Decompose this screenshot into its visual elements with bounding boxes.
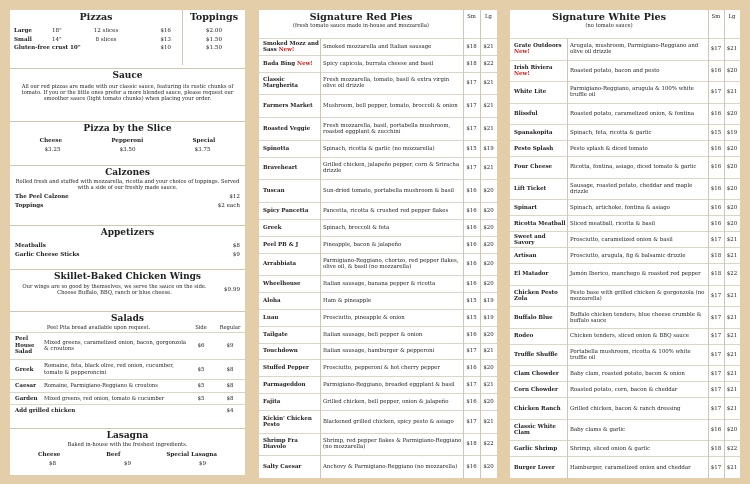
pie-description: Roasted potato, bacon and pesto [570, 67, 660, 74]
pie-description: Mushroom, bell pepper, tomato, broccoli & onion [323, 103, 458, 110]
pie-row [259, 38, 497, 55]
red-sm-divider [463, 10, 464, 478]
pie-row [510, 381, 740, 397]
price-large: $20 [483, 188, 494, 195]
price-large: $20 [726, 164, 738, 171]
pie-row [259, 219, 497, 236]
price-large: $19 [726, 129, 738, 136]
pie-name: Arrabbiata [263, 261, 297, 268]
pie-name: Sweet and Savory [514, 233, 546, 246]
price-large: $22 [483, 60, 494, 67]
pie-description: Grilled chicken, bacon & ranch dressing [570, 405, 681, 412]
price-large: $22 [483, 441, 494, 448]
price-large: $22 [726, 271, 738, 278]
price-small: $18 [466, 441, 477, 448]
red-lg-divider [480, 10, 481, 478]
pie-name: Greek [263, 224, 282, 231]
pie-description: Pancetta, ricotta & crushed red pepper flakes [323, 207, 449, 214]
slice-headers: Cheese Pepperoni Special [39, 138, 216, 144]
pizzas-title: Pizzas [79, 12, 113, 23]
pie-description: Smoked mozzarella and Italian sausage [323, 43, 432, 50]
toppings-prices: $2.00 $1.50 $1.50 [205, 28, 222, 51]
price-small: $17 [710, 89, 722, 96]
price-small: $16 [466, 224, 477, 231]
white-name-divider [567, 38, 568, 478]
price-large: $20 [483, 365, 494, 372]
pie-row [259, 117, 497, 140]
pie-name: Truffle Shuffle [514, 352, 558, 359]
pie-row [510, 419, 740, 441]
price-large: $20 [483, 261, 494, 268]
price-large: $21 [483, 348, 494, 355]
pie-row [510, 38, 740, 60]
pie-description: Parmigiano-Reggiano, breaded eggplant & basil [323, 382, 455, 389]
white-lg-divider [724, 10, 725, 478]
pie-description: Baby clam, roasted potato, bacon & onion [570, 370, 685, 377]
pizza-size-row: Small 14" 8 slices $13 [14, 36, 171, 43]
sauce-section [10, 68, 245, 120]
price-small: $15 [466, 297, 477, 304]
price-large: $20 [483, 241, 494, 248]
price-large: $21 [483, 165, 494, 172]
new-badge: New! [297, 60, 313, 67]
pie-row [510, 231, 740, 247]
price-small: $17 [710, 386, 722, 393]
red-name-divider [320, 38, 321, 478]
pie-description: Parmigiano-Reggiano, arugula & 100% white truffle oil [570, 86, 694, 99]
pie-name: Fajita [263, 398, 281, 405]
price-large: $20 [726, 67, 738, 74]
price-large: $20 [726, 427, 738, 434]
price-small: $18 [466, 43, 477, 50]
pie-description: Hamburger, caramelized onion and cheddar [570, 464, 691, 471]
pie-description: Pesto base with grilled chicken & gorgonzola (no mozzarella) [570, 290, 705, 303]
price-small: $17 [710, 314, 722, 321]
pie-name: Buffalo Blue [514, 314, 553, 321]
red-pies-panel [259, 10, 497, 478]
price-large: $21 [726, 293, 738, 300]
pie-name: Blissful [514, 110, 538, 117]
price-large: $21 [726, 405, 738, 412]
pie-description: Arugula, mushroom, Parmigiano-Reggiano and olive oil drizzle [570, 43, 699, 56]
sauce-description: All our red pizzas are made with our classic sauce, featuring its rustic chunks of tomato. If you or the little ones prefer a more blended sauce, please request our smoother sauce (light tomato chunks) when placing your order. [21, 84, 234, 103]
price-large: $21 [726, 386, 738, 393]
pie-row [510, 60, 740, 82]
pie-description: Blackened grilled chicken, spicy pesto & asiago [323, 418, 454, 425]
price-small: $16 [466, 281, 477, 288]
pie-description: Spinach, ricotta & garlic (no mozzarella) [323, 145, 435, 152]
slice-prices: $3.25 $3.50 $3.75 [44, 146, 211, 153]
pie-name: Spanakopita [514, 129, 553, 136]
pie-name: Spicy Pancetta [263, 207, 309, 214]
salad-row: Peel House Salad Mixed greens, caramelized onion, bacon, gorgonzola & croutons $6 $9 [10, 332, 245, 359]
calzone-row: The Peel Calzone $12 [15, 194, 240, 201]
pie-row [259, 326, 497, 343]
pie-row [259, 94, 497, 117]
pie-row [510, 178, 740, 200]
pie-name: Rodeo [514, 333, 534, 340]
pie-row [510, 199, 740, 215]
pie-row [510, 263, 740, 285]
pie-name: Salty Caesar [263, 464, 302, 471]
price-large: $21 [483, 43, 494, 50]
price-small: $17 [466, 382, 477, 389]
pie-name: Four Cheese [514, 164, 553, 171]
pie-name: Corn Chowder [514, 386, 558, 393]
pie-name: Clam Chowder [514, 370, 559, 377]
pie-row [510, 344, 740, 366]
pie-row [510, 103, 740, 125]
pie-row [510, 328, 740, 344]
left-menu-panel [10, 10, 245, 475]
pie-description: Prosciutto, arugula, fig & balsamic drizzle [570, 252, 686, 259]
pie-name: Smoked Mozz and Sass New! [263, 40, 319, 53]
pie-row [259, 179, 497, 202]
pie-row [259, 157, 497, 180]
pie-name: Ricotta Meatball [514, 220, 566, 227]
price-small: $16 [710, 110, 722, 117]
toppings-title: Toppings [189, 12, 239, 23]
pie-description: Ricotta, fontina, asiago, diced tomato & garlic [570, 164, 697, 171]
price-large: $22 [726, 445, 738, 452]
price-small: $16 [710, 220, 722, 227]
price-small: $16 [710, 67, 722, 74]
slice-section [10, 121, 245, 163]
pie-row [510, 397, 740, 419]
price-large: $21 [726, 370, 738, 377]
wings-section [10, 269, 245, 309]
pie-row [510, 124, 740, 140]
pie-name: Artisan [514, 252, 537, 259]
salads-title: Salads [111, 314, 144, 324]
white-col-sm: Sm [711, 14, 721, 20]
pie-description: Portabella mushroom, ricotta & 100% white truffle oil [570, 349, 691, 362]
pie-description: Sliced meatball, ricotta & basil [570, 220, 655, 227]
calzones-section [10, 165, 245, 223]
pie-name: Spinart [514, 204, 537, 211]
toppings-box [183, 10, 245, 65]
pie-row [259, 140, 497, 157]
price-small: $18 [710, 271, 722, 278]
price-large: $19 [483, 314, 494, 321]
price-large: $19 [483, 145, 494, 152]
pie-description: Prosciutto, pineapple & onion [323, 314, 405, 321]
price-large: $21 [483, 382, 494, 389]
pie-row [259, 72, 497, 95]
price-small: $16 [466, 331, 477, 338]
pie-description: Anchovy & Parmigiano-Reggiano (no mozzarella) [323, 464, 458, 471]
pie-row [259, 359, 497, 376]
pie-name: White Lite [514, 89, 547, 96]
pie-description: Ham & pineapple [323, 297, 372, 304]
pizzas-section [10, 10, 245, 65]
pie-row [259, 433, 497, 456]
pie-name: Stuffed Pepper [263, 365, 309, 372]
pie-row [510, 81, 740, 103]
red-pies-header [259, 10, 497, 38]
price-small: $16 [466, 365, 477, 372]
pie-name: Irish Riviera New! [514, 64, 553, 77]
pie-description: Fresh mozzarella, basil, portabella mushroom, roasted eggplant & zucchini [323, 122, 451, 135]
new-badge: New! [514, 49, 530, 56]
price-large: $21 [483, 103, 494, 110]
pie-description: Pesto splash & diced tomato [570, 145, 648, 152]
pie-description: Grilled chicken, jalapeño pepper, corn & Sriracha drizzle [323, 162, 460, 175]
price-large: $21 [726, 464, 738, 471]
price-small: $15 [710, 129, 722, 136]
wings-body [15, 284, 240, 296]
appetizers-section [10, 225, 245, 267]
price-large: $20 [726, 145, 738, 152]
price-large: $21 [483, 80, 494, 87]
appetizers-title: Appetizers [100, 228, 155, 238]
pie-name: Burger Lover [514, 464, 555, 471]
price-small: $16 [466, 261, 477, 268]
price-small: $18 [710, 252, 722, 259]
salad-row: Garden Mixed greens, red onion, tomato & cucumber $5 $8 [10, 392, 245, 404]
price-small: $15 [466, 145, 477, 152]
pie-description: Italian sausage, bell pepper & onion [323, 331, 423, 338]
pie-name: El Matador [514, 271, 549, 278]
price-small: $16 [466, 207, 477, 214]
price-large: $21 [726, 89, 738, 96]
pie-row [510, 285, 740, 307]
salad-row: Caesar Romaine, Parmigiano-Reggiano & croutons $5 $8 [10, 379, 245, 392]
pie-name: Spinotta [263, 145, 290, 152]
pie-name: Kickin' Chicken Pesto [263, 415, 312, 428]
pie-name: Touchdown [263, 348, 298, 355]
price-small: $17 [466, 103, 477, 110]
pie-name: Shrimp Fra Diavolo [263, 438, 298, 451]
price-small: $17 [466, 348, 477, 355]
white-col-lg: Lg [728, 14, 736, 20]
pie-description: Shrimp, sliced onion & garlic [570, 445, 651, 452]
price-small: $18 [466, 60, 477, 67]
price-small: $15 [466, 314, 477, 321]
price-small: $17 [710, 370, 722, 377]
pie-description: Spinach, feta, ricotta & garlic [570, 129, 652, 136]
price-small: $16 [466, 241, 477, 248]
pie-row [510, 215, 740, 231]
pie-row [259, 55, 497, 72]
pizza-size-row: Large 18" 12 slices $16 [14, 28, 171, 34]
pie-description: Italian sausage, banana pepper & ricotta [323, 281, 436, 288]
pie-row [259, 309, 497, 326]
pie-row [510, 156, 740, 178]
pie-row [510, 365, 740, 381]
price-small: $16 [710, 164, 722, 171]
pizza-sizes [10, 10, 182, 65]
pie-row [510, 440, 740, 456]
price-large: $20 [726, 220, 738, 227]
price-large: $21 [726, 352, 738, 359]
price-large: $21 [726, 333, 738, 340]
pie-name: Chicken Pesto Zola [514, 290, 558, 303]
price-small: $17 [710, 464, 722, 471]
pie-name: Luau [263, 314, 279, 321]
pie-row [259, 202, 497, 219]
pie-name: Classic White Clam [514, 424, 556, 437]
pie-description: Sausage, roasted potato, cheddar and maple drizzle [570, 183, 693, 195]
white-pies-panel [510, 10, 740, 478]
price-small: $17 [466, 418, 477, 425]
lasagna-title: Lasagna [106, 431, 149, 441]
salad-row: Add grilled chicken $4 [10, 404, 245, 416]
pie-description: Baby clams & garlic [570, 427, 626, 434]
lasagna-headers: Cheese Beef Special Lasagna [37, 452, 218, 459]
calzone-row: Toppings $2 each [15, 202, 240, 209]
appetizer-row: Meatballs $8 [15, 243, 240, 249]
lasagna-description: Baked in-house with the freshest ingredients. [67, 442, 188, 448]
price-small: $17 [466, 165, 477, 172]
pie-name: Classic Margherita [263, 77, 298, 90]
white-pies-header [510, 10, 740, 38]
pie-row [510, 456, 740, 478]
pie-description: Roasted potato, caramelized onion, & fontina [570, 110, 695, 117]
pie-name: Roasted Veggie [263, 125, 311, 132]
pie-row [259, 410, 497, 433]
salads-section [10, 311, 245, 425]
price-large: $20 [483, 331, 494, 338]
price-small: $16 [710, 145, 722, 152]
pie-description: Buffalo chicken tenders, blue cheese crumble & buffalo sauce [570, 311, 702, 324]
pie-row [510, 140, 740, 156]
pie-description: Pineapple, bacon & jalapeño [323, 241, 402, 248]
price-large: $20 [726, 186, 738, 192]
pie-description: Parmigiano-Reggiano, chorizo, red pepper flakes, olive oil, & basil (no mozzarella) [323, 258, 459, 271]
white-sm-divider [708, 10, 709, 478]
price-small: $16 [466, 398, 477, 405]
price-small: $17 [466, 125, 477, 132]
pie-row [259, 253, 497, 276]
pie-name: Grate Outdoors New! [514, 43, 562, 56]
pie-row [510, 247, 740, 263]
pie-name: Peel PB & J [263, 241, 299, 248]
pie-row [259, 455, 497, 478]
pie-name: Wheelhouse [263, 281, 301, 288]
price-small: $17 [710, 46, 722, 53]
price-large: $19 [483, 297, 494, 304]
pie-row [259, 236, 497, 253]
pizza-size-row: Gluten-free crust 10" $10 [14, 45, 171, 51]
pie-name: Tuscan [263, 188, 285, 195]
new-badge: New! [514, 70, 530, 77]
pie-row [510, 306, 740, 328]
price-small: $17 [710, 333, 722, 340]
price-small: $16 [466, 464, 477, 471]
pie-row [259, 393, 497, 410]
pie-name: Braveheart [263, 165, 298, 172]
price-small: $16 [710, 204, 722, 211]
price-large: $21 [483, 418, 494, 425]
price-large: $21 [726, 46, 738, 53]
pie-description: Grilled chicken, bell pepper, onion & jalapeño [323, 398, 449, 405]
pie-description: Prosciutto, caramelized onion & basil [570, 236, 673, 243]
pie-description: Italian sausage, hamburger & pepperoni [323, 348, 435, 355]
pie-name: Bada Bing New! [263, 60, 313, 67]
price-small: $17 [710, 405, 722, 412]
pie-description: Chicken tenders, sliced onion & BBQ sauce [570, 333, 689, 340]
red-pies-title: Signature Red Pies [309, 12, 413, 23]
price-large: $20 [483, 464, 494, 471]
price-small: $17 [466, 80, 477, 87]
price-small: $16 [710, 427, 722, 434]
price-large: $20 [483, 224, 494, 231]
pie-row [259, 376, 497, 393]
calzones-title: Calzones [105, 168, 150, 178]
salads-header: Peel Pita bread available upon request. Side Regular [46, 325, 241, 331]
pie-name: Chicken Ranch [514, 405, 561, 412]
pie-description: Spicy capicola, burrata cheese and basil [323, 60, 434, 67]
pie-name: Parmageddon [263, 382, 306, 389]
price-large: $20 [483, 281, 494, 288]
red-pies-subtitle: (fresh tomato sauce made in-house and mozzarella) [293, 23, 429, 29]
pie-name: Farmers Market [263, 103, 313, 110]
price-large: $21 [726, 314, 738, 321]
slice-title: Pizza by the Slice [83, 124, 172, 134]
salad-row: Greek Romaine, feta, black olive, red onion, cucumber, tomato & pepperoncini $5 $8 [10, 359, 245, 379]
pie-row [259, 292, 497, 309]
pie-name: Aloha [263, 297, 281, 304]
sauce-title: Sauce [112, 71, 143, 81]
lasagna-section [10, 428, 245, 475]
pizza-sizes-table [14, 27, 178, 53]
red-col-lg: Lg [485, 14, 492, 20]
price-small: $16 [710, 186, 722, 192]
wings-price: $9.99 [223, 286, 240, 293]
pie-row [259, 275, 497, 292]
price-small: $17 [710, 293, 722, 300]
price-large: $21 [483, 125, 494, 132]
wings-title: Skillet-Baked Chicken Wings [54, 272, 201, 282]
white-pies-title: Signature White Pies [551, 12, 666, 23]
price-small: $17 [710, 352, 722, 359]
pie-row [259, 343, 497, 360]
lasagna-prices: $8 $9 $9 [48, 460, 207, 467]
new-badge: New! [278, 46, 295, 53]
pie-description: Shrimp, red pepper flakes & Parmigiano-Reggiano (no mozzarella) [323, 438, 462, 451]
price-large: $21 [726, 236, 738, 243]
price-large: $20 [726, 204, 738, 211]
price-large: $20 [483, 207, 494, 214]
pie-description: Jamón Iberico, manchego & roasted red pepper [570, 271, 701, 278]
red-col-sm: Sm [467, 14, 476, 20]
price-small: $17 [710, 236, 722, 243]
price-large: $20 [726, 110, 738, 117]
pie-name: Lift Ticket [514, 186, 547, 192]
pie-description: Fresh mozzarella, tomato, basil & extra virgin olive oil drizzle [323, 77, 450, 90]
appetizer-row: Garlic Cheese Sticks $9 [15, 251, 240, 258]
price-small: $16 [466, 188, 477, 195]
pie-name: Garlic Shrimp [514, 445, 558, 452]
pie-description: Prosciutto, pepperoni & hot cherry pepper [323, 365, 440, 372]
pie-description: Roasted potato, corn, bacon & cheddar [570, 386, 678, 393]
pie-description: Spinach, artichoke, fontina & asiago [570, 204, 670, 211]
price-large: $21 [726, 252, 738, 259]
wings-description: Our wings are so good by themselves, we serve the sauce on the side. Choose Buffalo, BBQ, ranch or blue cheese. [22, 284, 207, 297]
pie-name: Tailgate [263, 331, 288, 338]
white-pies-subtitle: (no tomato sauce) [585, 23, 633, 29]
price-large: $20 [483, 398, 494, 405]
calzones-description: Rolled fresh and stuffed with mozzarella, ricotta and your choice of toppings. Served with a side of our freshly made sauce. [15, 179, 240, 192]
pie-description: Spinach, broccoli & feta [323, 224, 390, 231]
price-small: $18 [710, 445, 722, 452]
pie-description: Sun-dried tomato, portabella mushroom & basil [323, 188, 454, 195]
pie-name: Pesto Splash [514, 145, 554, 152]
